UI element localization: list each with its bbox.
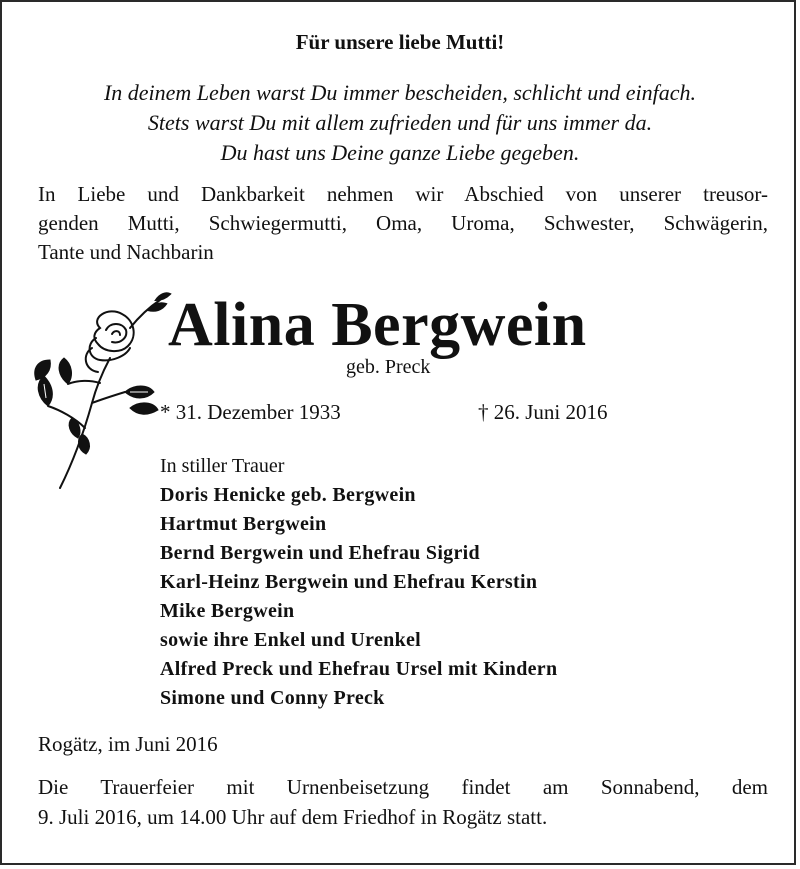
maiden-name: geb. Preck xyxy=(346,356,431,378)
mourner-name: Mike Bergwein xyxy=(160,600,295,622)
mourner-name: sowie ihre Enkel und Urenkel xyxy=(160,629,422,651)
poem xyxy=(0,78,800,168)
mourner-name: Hartmut Bergwein xyxy=(160,513,327,535)
mourner-name: Alfred Preck und Ehefrau Ursel mit Kindern xyxy=(160,658,558,680)
poem-line: In deinem Leben warst Du immer bescheiden, schlicht und einfach. xyxy=(103,80,697,105)
death-date: † 26. Juni 2016 xyxy=(478,400,608,424)
intro-line: Tante und Nachbarin xyxy=(38,240,214,264)
intro-text xyxy=(38,180,768,267)
intro-line: In Liebe und Dankbarkeit nehmen wir Abschied von unserer treusor- xyxy=(38,182,768,206)
notice-heading: Für unsere liebe Mutti! xyxy=(295,30,505,54)
place-date: Rogätz, im Juni 2016 xyxy=(38,732,218,756)
mourner-name: Karl-Heinz Bergwein und Ehefrau Kerstin xyxy=(160,571,538,593)
funeral-line: Die Trauerfeier mit Urnenbeisetzung findet am Sonnabend, dem xyxy=(38,775,768,799)
mourners-list xyxy=(160,452,557,713)
funeral-line: 9. Juli 2016, um 14.00 Uhr auf dem Friedhof in Rogätz statt. xyxy=(38,805,548,829)
mourner-name: Simone und Conny Preck xyxy=(160,687,385,709)
funeral-info xyxy=(38,772,768,832)
mourners-intro: In stiller Trauer xyxy=(160,455,285,477)
poem-line: Du hast uns Deine ganze Liebe gegeben. xyxy=(220,140,580,165)
deceased-name: Alina Bergwein xyxy=(168,291,587,359)
mourner-name: Doris Henicke geb. Bergwein xyxy=(160,484,416,506)
mourner-name: Bernd Bergwein und Ehefrau Sigrid xyxy=(160,542,480,564)
poem-line: Stets warst Du mit allem zufrieden und für uns immer da. xyxy=(147,110,653,135)
rose-icon xyxy=(30,288,180,498)
intro-line: genden Mutti, Schwiegermutti, Oma, Uroma, Schwester, Schwägerin, xyxy=(38,211,768,235)
birth-date: * 31. Dezember 1933 xyxy=(160,400,341,424)
